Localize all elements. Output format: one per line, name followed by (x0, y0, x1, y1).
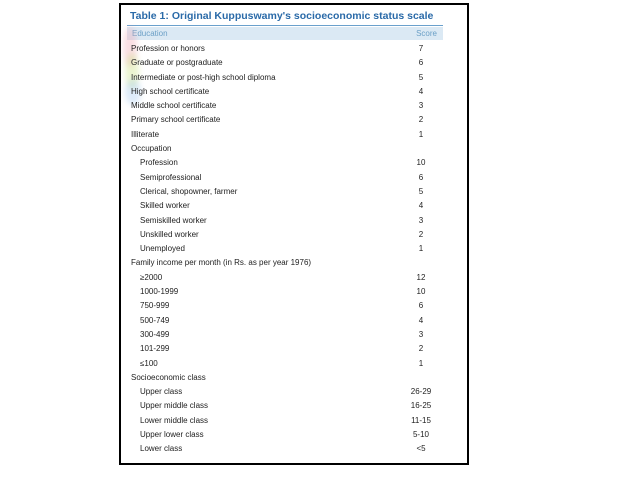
table-row (127, 113, 443, 127)
row-score: 5 (418, 72, 424, 82)
row-score: 6 (418, 301, 424, 311)
row-label: Upper middle class (140, 401, 209, 411)
section-heading-row (127, 256, 443, 270)
row-label: Intermediate or post-high school diploma (131, 72, 276, 82)
row-label: ≤100 (140, 358, 158, 368)
section-heading-row (127, 142, 443, 156)
row-score: 10 (416, 287, 426, 297)
table-row (127, 399, 443, 413)
table-row (127, 71, 443, 85)
row-score: 10 (416, 158, 426, 168)
row-label: 750-999 (140, 301, 170, 311)
row-label: Graduate or postgraduate (131, 58, 223, 68)
table-title: Table 1: Original Kuppuswamy's socioeconomic status scale (130, 10, 434, 22)
title-divider (127, 25, 443, 26)
header-education: Education (132, 29, 168, 38)
row-label: ≥2000 (140, 272, 163, 282)
table-row (127, 56, 443, 70)
row-label: Unskilled worker (140, 229, 199, 239)
row-score: 4 (418, 86, 424, 96)
row-score: 2 (418, 229, 424, 239)
table-row (127, 299, 443, 313)
table-row (127, 128, 443, 142)
table-row (127, 285, 443, 299)
row-label: Semiskilled worker (140, 215, 207, 225)
row-label: Lower class (140, 444, 183, 454)
table-row (127, 357, 443, 371)
row-label: Middle school certificate (131, 101, 217, 111)
row-label: Clerical, shopowner, farmer (140, 186, 238, 196)
row-score: 26-29 (410, 387, 432, 397)
row-score: 2 (418, 344, 424, 354)
table-row (127, 228, 443, 242)
table-row (127, 156, 443, 170)
row-label: Family income per month (in Rs. as per year 1976) (131, 258, 312, 268)
row-label: 300-499 (140, 329, 170, 339)
row-score: 5-10 (412, 430, 429, 440)
row-score: 4 (418, 315, 424, 325)
row-label: Profession or honors (131, 44, 205, 53)
table-row (127, 414, 443, 428)
table-row (127, 314, 443, 328)
row-score: 3 (418, 215, 424, 225)
table-row (127, 271, 443, 285)
row-score: 1 (418, 244, 424, 254)
table-row (127, 442, 443, 456)
row-score: 2 (418, 115, 424, 125)
row-score: 3 (418, 329, 424, 339)
row-label: Semiprofessional (140, 172, 202, 182)
row-label: Occupation (131, 144, 172, 154)
table-figure (119, 3, 469, 465)
table-body (127, 42, 443, 457)
row-label: 500-749 (140, 315, 170, 325)
row-label: Unemployed (140, 244, 185, 254)
row-score: 1 (418, 129, 424, 139)
table-row (127, 428, 443, 442)
table-row (127, 214, 443, 228)
header-score: Score (416, 29, 437, 38)
table-row (127, 328, 443, 342)
row-label: Lower middle class (140, 415, 209, 425)
row-score: <5 (416, 444, 426, 454)
row-score: 11-15 (411, 415, 431, 425)
row-label: Primary school certificate (131, 115, 221, 125)
row-label: High school certificate (131, 86, 210, 96)
row-label: Socioeconomic class (131, 372, 206, 382)
row-label: Upper lower class (140, 430, 204, 440)
table-row (127, 171, 443, 185)
section-heading-row (127, 371, 443, 385)
row-label: Skilled worker (140, 201, 190, 211)
row-label: Illiterate (131, 129, 160, 139)
table-row (127, 385, 443, 399)
row-score: 16-25 (410, 401, 432, 411)
row-score: 4 (418, 201, 424, 211)
row-score: 5 (418, 186, 424, 196)
table-row (127, 42, 443, 56)
row-score: 12 (416, 272, 426, 282)
table-row (127, 242, 443, 256)
row-label: Upper class (140, 387, 183, 397)
row-score: 6 (418, 58, 424, 68)
table-row (127, 199, 443, 213)
table-row (127, 85, 443, 99)
table-row (127, 342, 443, 356)
table-header (127, 27, 443, 40)
row-score: 3 (418, 101, 424, 111)
row-score: 6 (418, 172, 424, 182)
row-label: Profession (140, 158, 178, 168)
row-score: 7 (418, 44, 424, 53)
row-label: 1000-1999 (140, 287, 179, 297)
row-label: 101-299 (140, 344, 170, 354)
row-score: 1 (418, 358, 424, 368)
table-row (127, 99, 443, 113)
table-row (127, 185, 443, 199)
